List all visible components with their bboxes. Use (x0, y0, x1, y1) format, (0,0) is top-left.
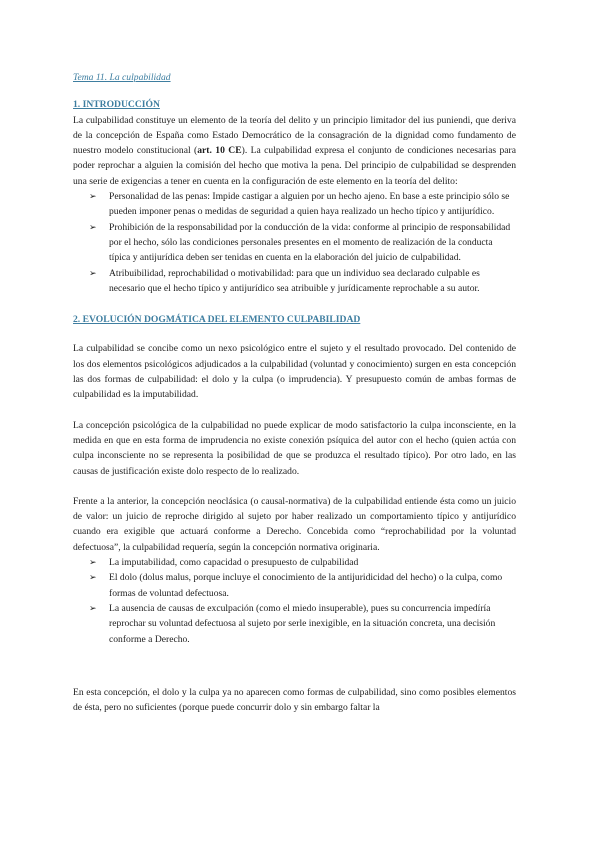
arrow-bullet-icon: ➢ (89, 267, 97, 278)
section-2-title: 2. EVOLUCIÓN DOGMÁTICA DEL ELEMENTO CULPABILIDAD (73, 314, 361, 326)
list-item: ➢ Atribuibilidad, reprochabilidad o motivabilidad: para que un individuo sea declarado culpable es necesario que el hecho típico y antijurídico sea atribuible y jurídicamente reprochable a su autor. (89, 267, 480, 294)
paragraph: La concepción psicológica de la culpabilidad no puede explicar de modo satisfactorio la culpa inconsciente, en la medida en que en esta forma de imprudencia no existe conexión psíquica del autor con el hecho (quien actúa con culpa inconsciente no se representa la posibilidad de que se produzca el resultado típico). Por otro lado, en las causas de justificación existe dolo respecto de lo realizado. (73, 419, 516, 477)
intro-text-b: ). La culpabilidad expresa el conjunto de condiciones necesarias para poder reprochar a alguien la comisión del hecho que motiva la pena. Del principio de culpabilidad se desprenden una serie de exigencias a tener en cuenta en la configuración de este elemento en la teoría del delito: (73, 145, 516, 187)
arrow-bullet-icon: ➢ (89, 221, 97, 232)
list-item: ➢ La imputabilidad, como capacidad o presupuesto de culpabilidad (109, 555, 516, 570)
paragraph: Frente a la anterior, la concepción neoclásica (o causal-normativa) de la culpabilidad entiende ésta como un juicio de valor: un juicio de reproche dirigido al sujeto por haber realizado un comportamiento típico y antijurídico cuando era exigible que actuará conforme a Derecho. Concebida como “reprochabilidad por la voluntad defectuosa”, la culpabilidad requería, según la concepción normativa originaria. (73, 495, 516, 553)
intro-paragraph (73, 113, 516, 189)
paragraph: La culpabilidad se concibe como un nexo psicológico entre el sujeto y el resultado provocado. Del contenido de los dos elementos psicológicos adjudicados a la culpabilidad (voluntad y conocimiento) surgen en esta concepción las dos formas de culpabilidad: el dolo y la culpa (o imprudencia). Y presupuesto común de ambas formas de culpabilidad es la imputabilidad. (73, 343, 516, 401)
intro-text-a: La culpabilidad constituye un elemento de la teoría del delito y un principio limitador del ius puniendi, que deriva de la concepción de España como Estado Democrático de la consagración de la dignidad como fundamento de nuestro modelo constitucional ( (73, 114, 516, 157)
constitution-article-ref: art. 10 CE (197, 145, 242, 157)
arrow-bullet-icon: ➢ (89, 191, 97, 202)
list-item: ➢ Prohibición de la responsabilidad por la conducción de la vida: conforme al principio de responsabilidad por el hecho, sólo las condiciones personales presentes en el momento de realización de la conducta típica y antijurídica deben ser tenidas en cuenta en la elaboración del juicio de culpabilidad. (89, 221, 511, 264)
paragraph: En esta concepción, el dolo y la culpa ya no aparecen como formas de culpabilidad, sino como posibles elementos de ésta, pero no suficientes (porque puede concurrir dolo y sin embargo faltar la (73, 686, 516, 714)
list-item: ➢ Personalidad de las penas: Impide castigar a alguien por un hecho ajeno. En base a este principio sólo se pueden imponer penas o medidas de seguridad a quien haya realizado un hecho típico y antijurídico. (89, 191, 510, 218)
arrow-bullet-icon: ➢ (89, 557, 97, 568)
principles-list (73, 189, 516, 296)
requirements-list (73, 555, 516, 647)
topic-title: Tema 11. La culpabilidad (73, 72, 171, 83)
arrow-bullet-icon: ➢ (89, 572, 97, 583)
list-item: ➢ La ausencia de causas de exculpación (como el miedo insuperable), pues su concurrencia impedíría reprochar su voluntad defectuosa al sujeto por serle inexigible, en la situación concreta, una decisión conforme a Derecho. (89, 602, 496, 645)
list-item: ➢ El dolo (dolus malus, porque incluye el conocimiento de la antijuridicidad del hecho) o la culpa, como formas de voluntad defectuosa. (89, 572, 503, 599)
section-1-title: 1. INTRODUCCIÓN (73, 99, 160, 111)
arrow-bullet-icon: ➢ (89, 602, 97, 613)
